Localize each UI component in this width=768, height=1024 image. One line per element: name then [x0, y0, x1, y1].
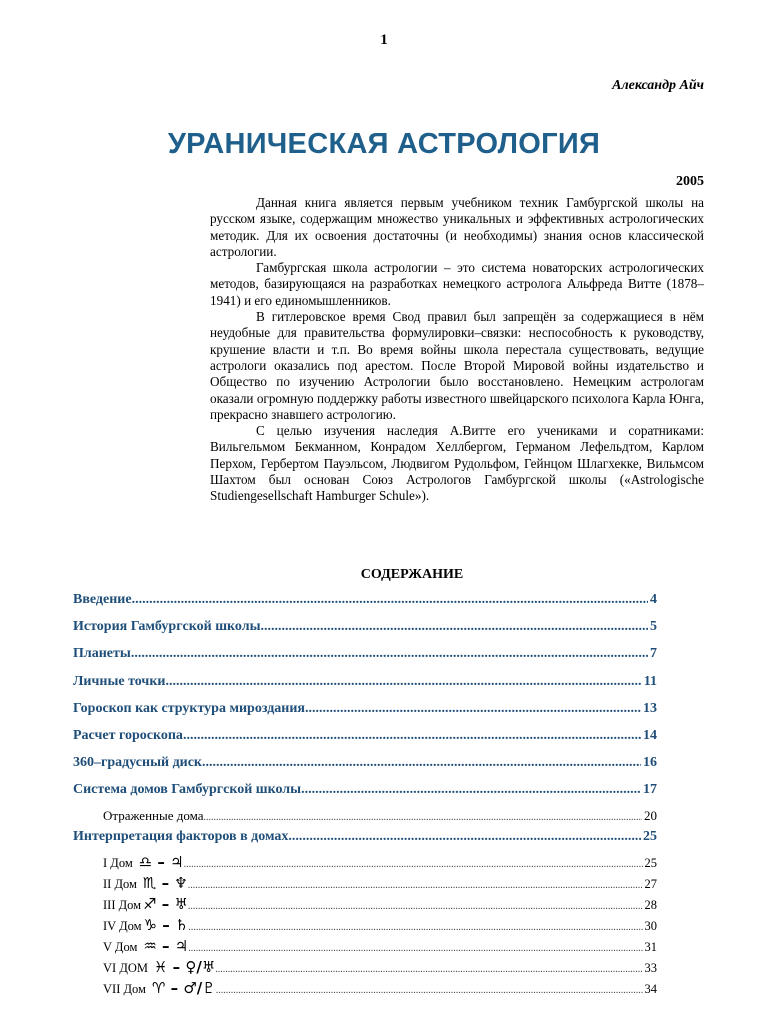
toc-entry-title: VI ДОМ	[103, 960, 148, 975]
zodiac-symbols-icon: ♑ – ♄	[143, 915, 189, 934]
zodiac-symbols-icon: ♓ – ♀/♅	[153, 957, 216, 976]
toc-entry-house-6[interactable]	[73, 957, 657, 977]
toc-entry-page: 17	[643, 782, 657, 798]
toc-entry-title: История Гамбургской школы	[73, 619, 261, 635]
toc-leader-dots	[188, 939, 642, 956]
toc-leader-dots	[188, 897, 643, 914]
toc-entry-horoscope-structure[interactable]	[73, 697, 657, 724]
toc-entry-title: II Дом	[103, 876, 137, 891]
abstract	[210, 195, 704, 505]
toc-leader-dots	[188, 876, 643, 893]
toc-entry-title: Введение	[73, 592, 132, 607]
toc-entry-title: Личные точки	[73, 673, 166, 689]
toc-entry-page: 30	[644, 918, 657, 933]
toc-entry-page: 7	[650, 646, 657, 662]
toc-leader-dots	[131, 642, 648, 666]
toc-entry-page: 25	[644, 855, 657, 870]
toc-entry-page: 20	[644, 807, 657, 823]
page-number: 1	[380, 32, 388, 48]
toc-leader-dots	[204, 808, 642, 825]
toc-entry-page: 14	[643, 727, 657, 743]
abstract-paragraph: С целью изучения наследия А.Витте его учениками и соратниками: Вильгельмом Бекманном, Конрадом Хеллбергом, Германом Лефельдтом, Карлом Перхом, Гербертом Пауэльсом, Людвигом Рудольфом, Гейнцом Шлагхекке, Вильмсом Шахтом был основан Союз Астрологов Гамбургской школы («Astrologische Studiengesellschaft Hamburger Schule»).	[210, 423, 704, 504]
toc-entry-title: V Дом	[103, 939, 138, 954]
toc-leader-dots	[288, 825, 641, 849]
zodiac-symbols-icon: ♒ – ♃	[143, 936, 189, 955]
book-title: УРАНИЧЕСКАЯ АСТРОЛОГИЯ	[167, 128, 601, 160]
toc-entry-introduction[interactable]	[73, 588, 657, 615]
zodiac-symbols-icon: ♏ – ♆	[142, 873, 188, 892]
toc-leader-dots	[132, 588, 648, 612]
toc-leader-dots	[188, 918, 642, 935]
toc-leader-dots	[301, 778, 641, 802]
toc-leader-dots	[215, 960, 642, 977]
toc-entry-title: I Дом	[103, 855, 133, 870]
toc-entry-page: 25	[643, 828, 657, 844]
toc-leader-dots	[216, 981, 643, 998]
toc-entry-page: 13	[643, 700, 657, 716]
toc-entry-house-2[interactable]	[73, 873, 657, 893]
toc-leader-dots	[202, 751, 641, 775]
toc-entry-title: Гороскоп как структура мироздания	[73, 700, 306, 716]
abstract-paragraph: Гамбургская школа астрологии – это система новаторских астрологических методов, базирующаяся на разработках немецкого астролога Альфреда Витте (1878–1941) и его единомышленников.	[210, 260, 704, 308]
toc-entry-page: 34	[644, 981, 657, 996]
toc-entry-page: 33	[644, 960, 657, 975]
toc-entry-360-disk[interactable]	[73, 751, 657, 778]
zodiac-symbols-icon: ♐ – ♅	[143, 894, 188, 913]
zodiac-symbols-icon: ♎ – ♃	[138, 852, 184, 871]
toc-entry-title: IV Дом	[103, 918, 142, 933]
toc-entry-house-1[interactable]	[73, 852, 657, 872]
publication-year: 2005	[676, 174, 704, 189]
toc-entry-title: III Дом	[103, 897, 142, 912]
toc-leader-dots	[183, 724, 641, 748]
toc-heading: СОДЕРЖАНИЕ	[360, 567, 464, 582]
toc-entry-title: Отраженные дома	[103, 807, 204, 823]
toc-entry-page: 5	[650, 619, 657, 635]
toc-entry-house-7[interactable]	[73, 978, 657, 998]
abstract-paragraph: В гитлеровское время Свод правил был запрещён за содержащиеся в нём неудобные для правительства формулировки–связки: неспособность к руководству, крушение власти и т.п. Во время войны школа перестала существовать, ведущие астрологи оказались под арестом. После Второй Мировой войны издательство и Общество по изучению Астрологии было восстановлено. Немецким астрологам оказали огромную поддержку работы известного швейцарского психолога Карла Юнга, прекрасно знавшего астрологию.	[210, 309, 704, 422]
toc-entry-page: 16	[643, 755, 657, 771]
author-name: Александр Айч	[612, 78, 704, 93]
toc-entry-reflected-houses[interactable]	[73, 806, 657, 825]
zodiac-symbols-icon: ♈ – ♂/♇	[151, 978, 216, 997]
toc-entry-title: 360–градусный диск	[73, 755, 203, 771]
toc-leader-dots	[165, 670, 641, 694]
toc-entry-title: Планеты	[73, 646, 131, 662]
toc-entry-page: 27	[644, 876, 657, 891]
toc-entry-house-3[interactable]	[73, 894, 657, 914]
table-of-contents	[73, 588, 657, 999]
toc-leader-dots	[184, 855, 643, 872]
toc-entry-title: Система домов Гамбургской школы	[73, 782, 302, 798]
toc-entry-history[interactable]	[73, 615, 657, 642]
abstract-paragraph: Данная книга является первым учебником техник Гамбургской школы на русском языке, содержащим множество уникальных и эффективных астрологических методик. Для их освоения достаточны (и необходимы) знания основ классической астрологии.	[210, 195, 704, 259]
toc-entry-house-5[interactable]	[73, 936, 657, 956]
toc-leader-dots	[305, 697, 641, 721]
toc-entry-page: 4	[650, 592, 657, 607]
toc-entry-title: Интерпретация факторов в домах	[73, 828, 289, 844]
toc-entry-house-system[interactable]	[73, 778, 657, 805]
toc-entry-page: 28	[644, 897, 657, 912]
toc-entry-interpretation[interactable]	[73, 825, 657, 852]
toc-leader-dots	[261, 615, 648, 639]
toc-entry-planets[interactable]	[73, 642, 657, 669]
toc-entry-page: 31	[644, 939, 657, 954]
toc-entry-page: 11	[643, 673, 657, 689]
toc-entry-horoscope-calculation[interactable]	[73, 724, 657, 751]
toc-entry-house-4[interactable]	[73, 915, 657, 935]
toc-entry-personal-points[interactable]	[73, 670, 657, 697]
toc-entry-title: Расчет гороскопа	[73, 727, 183, 743]
toc-entry-title: VII Дом	[103, 981, 146, 996]
